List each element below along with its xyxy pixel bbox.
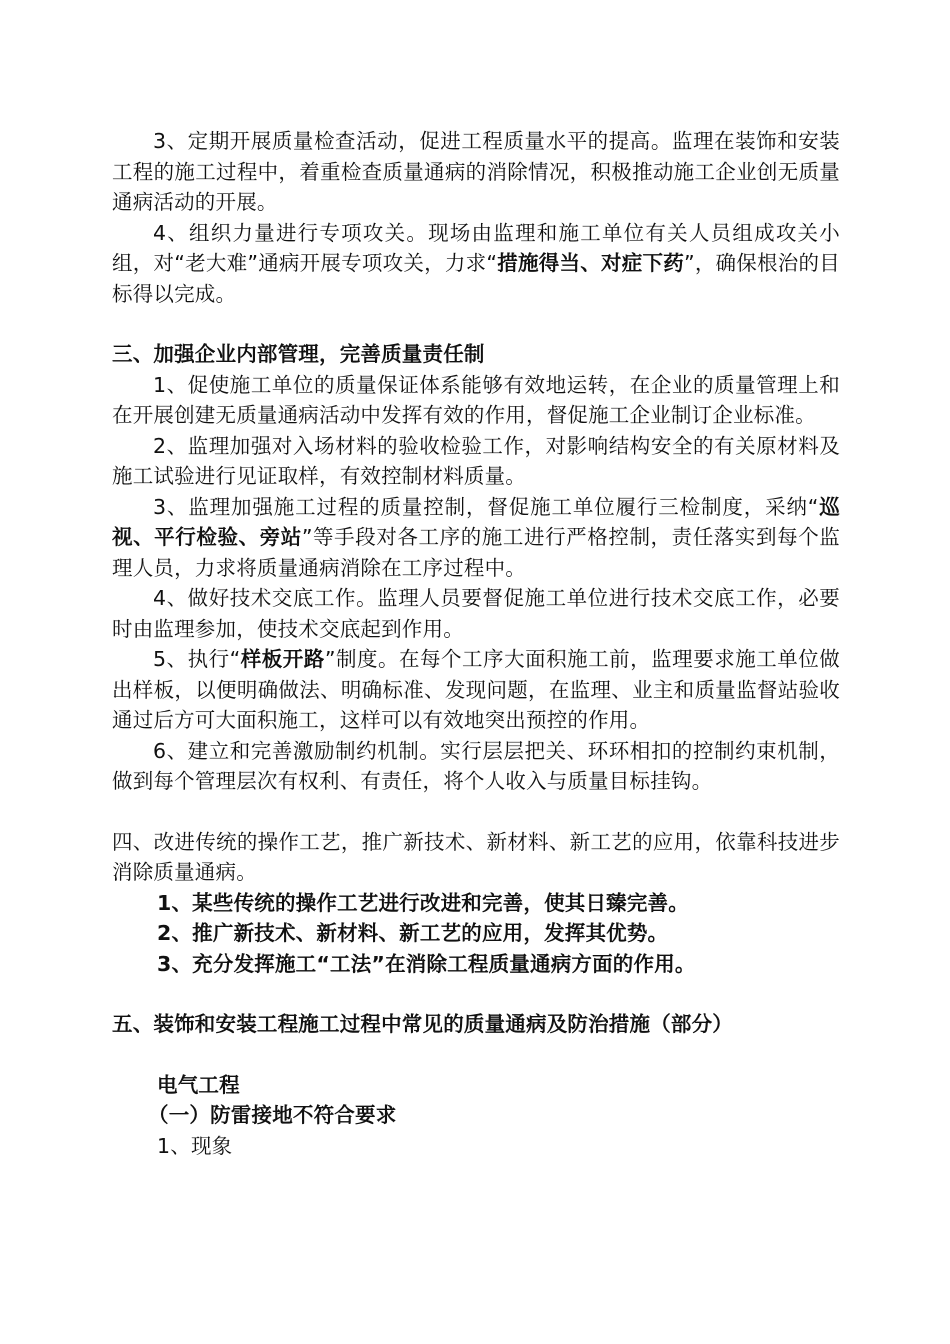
- section-4-item-2: 2、推广新技术、新材料、新工艺的应用，发挥其优势。: [157, 921, 669, 945]
- section-4-item-1: 1、某些传统的操作工艺进行改进和完善，使其日臻完善。: [157, 890, 689, 915]
- section-5-heading: 五、装饰和安装工程施工过程中常见的质量通病及防治措施（部分）: [112, 1012, 733, 1036]
- section-3-item-5: 5、执行“样板开路”制度。在每个工序大面积施工前，监理要求施工单位做出样板，以便明确做法、明确标准、发现问题，在监理、业主和质量监督站验收通过后方可大面积施工，这样可以有效地突出预控的作用。: [112, 647, 840, 732]
- document-page: [112, 126, 840, 1161]
- section-3-item-4: 4、做好技术交底工作。监理人员要督促施工单位进行技术交底工作，必要时由监理参加，使技术交底起到作用。: [112, 586, 840, 641]
- subsection-1-item-1: 1、现象: [157, 1133, 233, 1158]
- paragraph-item-4: 4、组织力量进行专项攻关。现场由监理和施工单位有关人员组成攻关小组，对“老大难”通病开展专项攻关，力求“措施得当、对症下药”，确保根治的目标得以完成。: [112, 220, 840, 306]
- section-3-item-3: 3、监理加强施工过程的质量控制，督促施工单位履行三检制度，采纳“巡视、平行检验、旁站”等手段对各工序的施工进行严格控制，责任落实到每个监理人员，力求将质量通病消除在工序过程中。: [112, 494, 841, 580]
- section-4-heading: 四、改进传统的操作工艺，推广新技术、新材料、新工艺的应用，依靠科技进步消除质量通病。: [112, 829, 840, 884]
- section-3-item-2: 2、监理加强对入场材料的验收检验工作，对影响结构安全的有关原材料及施工试验进行见证取样，有效控制材料质量。: [112, 433, 840, 488]
- subsection-1-title: （一）防雷接地不符合要求: [148, 1103, 397, 1127]
- paragraph-item-3: 3、定期开展质量检查活动，促进工程质量水平的提高。监理在装饰和安装工程的施工过程中，着重检查质量通病的消除情况，积极推动施工企业创无质量通病活动的开展。: [112, 129, 840, 214]
- section-4-item-3: 3、充分发挥施工“工法”在消除工程质量通病方面的作用。: [157, 951, 696, 976]
- section-3-item-6: 6、建立和完善激励制约机制。实行层层把关、环环相扣的控制约束机制，做到每个管理层次有权利、有责任，将个人收入与质量目标挂钩。: [112, 738, 840, 793]
- subsection-heading: 电气工程: [157, 1072, 240, 1097]
- section-3-heading: 三、加强企业内部管理，完善质量责任制: [112, 342, 485, 366]
- emphasis-text: 措施得当、对症下药: [497, 251, 684, 275]
- section-3-item-1: 1、促使施工单位的质量保证体系能够有效地运转，在企业的质量管理上和在开展创建无质量通病活动中发挥有效的作用，督促施工企业制订企业标准。: [112, 372, 840, 427]
- emphasis-text: 巡视、平行检验、旁站: [112, 494, 841, 549]
- emphasis-text: 样板开路: [240, 647, 325, 671]
